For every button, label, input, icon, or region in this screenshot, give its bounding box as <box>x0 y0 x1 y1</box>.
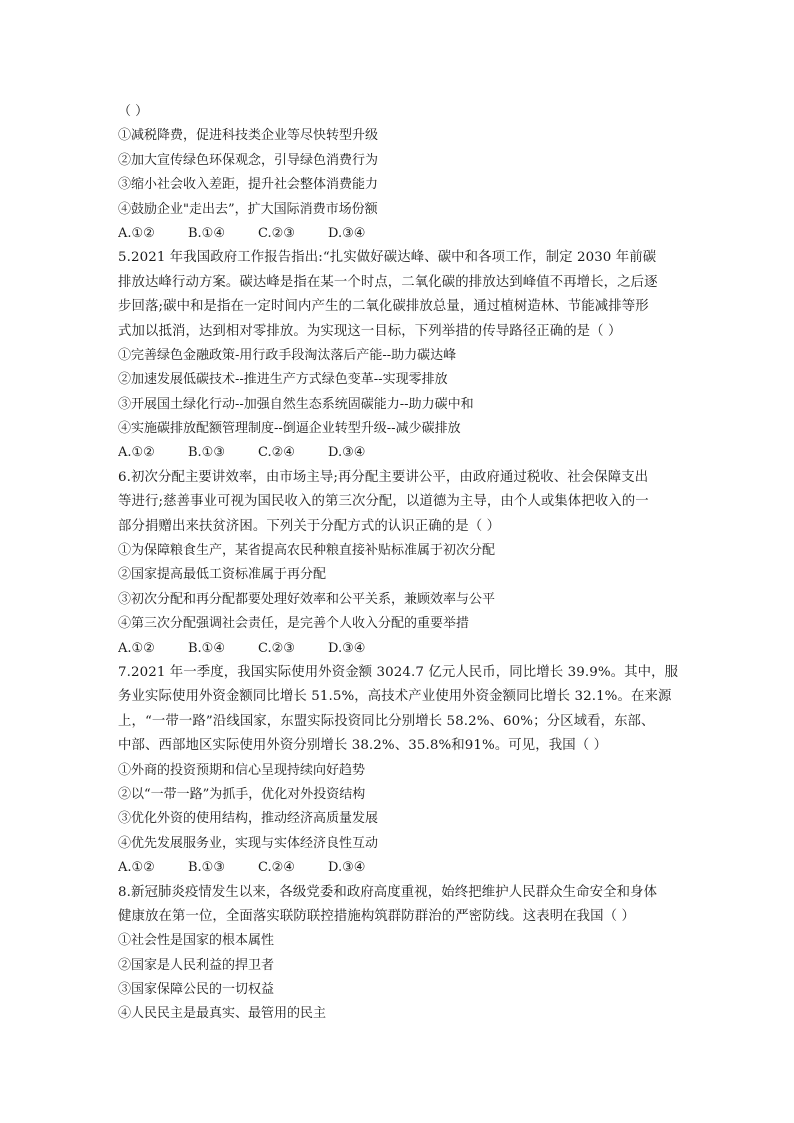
answer-bracket: （ ） <box>118 104 149 119</box>
choice-item: ②国家提高最低工资标准属于再分配 <box>118 567 327 583</box>
question-stem: 7.2021 年一季度，我国实际使用外资金额 3024.7 亿元人民币，同比增长 39.9%。其中，服 <box>118 664 678 680</box>
answer-options <box>118 222 678 246</box>
option-c: C.②④ <box>258 445 295 461</box>
choice-item: ④鼓励企业"走出去”，扩大国际消费市场份额 <box>118 201 378 217</box>
question-stem: 6.初次分配主要讲效率，由市场主导;再分配主要讲公平，由政府通过税收、社会保障支出 <box>118 469 649 485</box>
choice-item: ②国家是人民利益的捍卫者 <box>118 957 275 973</box>
question-stem: 步回落;碳中和是指在一定时间内产生的二氧化碳排放总量，通过植树造林、节能减排等形 <box>118 299 649 315</box>
option-a: A.①② <box>118 445 155 461</box>
choice-item: ①完善绿色金融政策-用行政手段淘汰落后产能--助力碳达峰 <box>118 347 457 363</box>
option-a: A.①② <box>118 225 155 241</box>
choice-item: ④第三次分配强调社会责任，是完善个人收入分配的重要举措 <box>118 616 470 632</box>
question-stem: 中部、西部地区实际使用外资分别增长 38.2%、35.8%和91%。可见，我国（ ） <box>118 738 608 754</box>
option-d: D.③④ <box>328 445 366 461</box>
choice-item: ③开展国土绿化行动--加强自然生态系统固碳能力--助力碳中和 <box>118 396 474 412</box>
answer-options <box>118 637 678 661</box>
choice-item: ③初次分配和再分配都要处理好效率和公平关系，兼顾效率与公平 <box>118 591 496 607</box>
question-6 <box>118 466 678 661</box>
question-8 <box>118 881 678 1027</box>
question-stem: 健康放在第一位，全面落实联防联控措施构筑群防群治的严密防线。这表明在我国（ ） <box>118 908 635 924</box>
choice-item: ①减税降费，促进科技类企业等尽快转型升级 <box>118 128 379 144</box>
option-d: D.③④ <box>328 225 366 241</box>
option-a: A.①② <box>118 640 155 656</box>
question-stem: 上，“一带一路”沿线国家，东盟实际投资同比分别增长 58.2%、60%；分区域看，东部、 <box>118 713 655 729</box>
question-stem: 式加以抵消，达到相对零排放。为实现这一目标，下列举措的传导路径正确的是（ ） <box>118 323 622 339</box>
option-b: B.①③ <box>188 860 225 876</box>
choice-item: ①外商的投资预期和信心呈现持续向好趋势 <box>118 762 366 778</box>
option-b: B.①④ <box>188 640 225 656</box>
question-5 <box>118 246 678 466</box>
choice-item: ④实施碳排放配额管理制度--倒逼企业转型升级--减少碳排放 <box>118 421 461 437</box>
choice-item: ①社会性是国家的根本属性 <box>118 933 275 949</box>
question-stem: 部分捐赠出来扶贫济困。下列关于分配方式的认识正确的是（ ） <box>118 518 501 534</box>
option-d: D.③④ <box>328 860 366 876</box>
question-stem: 5.2021 年我国政府工作报告指出:“扎实做好碳达峰、碳中和各项工作，制定 2030 年前碳 <box>118 250 657 266</box>
choice-item: ③优化外资的使用结构，推动经济高质量发展 <box>118 811 379 827</box>
choice-item: ③国家保障公民的一切权益 <box>118 982 275 998</box>
choice-item: ③缩小社会收入差距，提升社会整体消费能力 <box>118 177 379 193</box>
question-4 <box>118 100 678 246</box>
option-b: B.①④ <box>188 225 225 241</box>
option-c: C.②④ <box>258 860 295 876</box>
choice-item: ②加速发展低碳技术--推进生产方式绿色变革--实现零排放 <box>118 372 448 388</box>
exam-page <box>118 100 678 1027</box>
answer-options <box>118 856 678 880</box>
option-b: B.①③ <box>188 445 225 461</box>
choice-item: ②以“一带一路”为抓手，优化对外投资结构 <box>118 786 366 802</box>
option-a: A.①② <box>118 860 155 876</box>
choice-item: ④人民民主是最真实、最管用的民主 <box>118 1006 327 1022</box>
option-c: C.②③ <box>258 225 295 241</box>
choice-item: ①为保障粮食生产，某省提高农民种粮直接补贴标准属于初次分配 <box>118 543 496 559</box>
question-stem: 等进行;慈善事业可视为国民收入的第三次分配，以道德为主导，由个人或集体把收入的一 <box>118 494 649 510</box>
question-7 <box>118 661 678 881</box>
option-d: D.③④ <box>328 640 366 656</box>
question-stem: 8.新冠肺炎疫情发生以来，各级党委和政府高度重视，始终把维护人民群众生命安全和身体 <box>118 884 658 900</box>
question-stem: 务业实际使用外资金额同比增长 51.5%，高技术产业使用外资金额同比增长 32.1%。在来源 <box>118 689 672 705</box>
choice-item: ②加大宣传绿色环保观念，引导绿色消费行为 <box>118 152 379 168</box>
choice-item: ④优先发展服务业，实现与实体经济良性互动 <box>118 835 379 851</box>
option-c: C.②③ <box>258 640 295 656</box>
answer-options <box>118 441 678 465</box>
question-stem: 排放达峰行动方案。碳达峰是指在某一个时点，二氧化碳的排放达到峰值不再增长，之后逐 <box>118 274 658 290</box>
